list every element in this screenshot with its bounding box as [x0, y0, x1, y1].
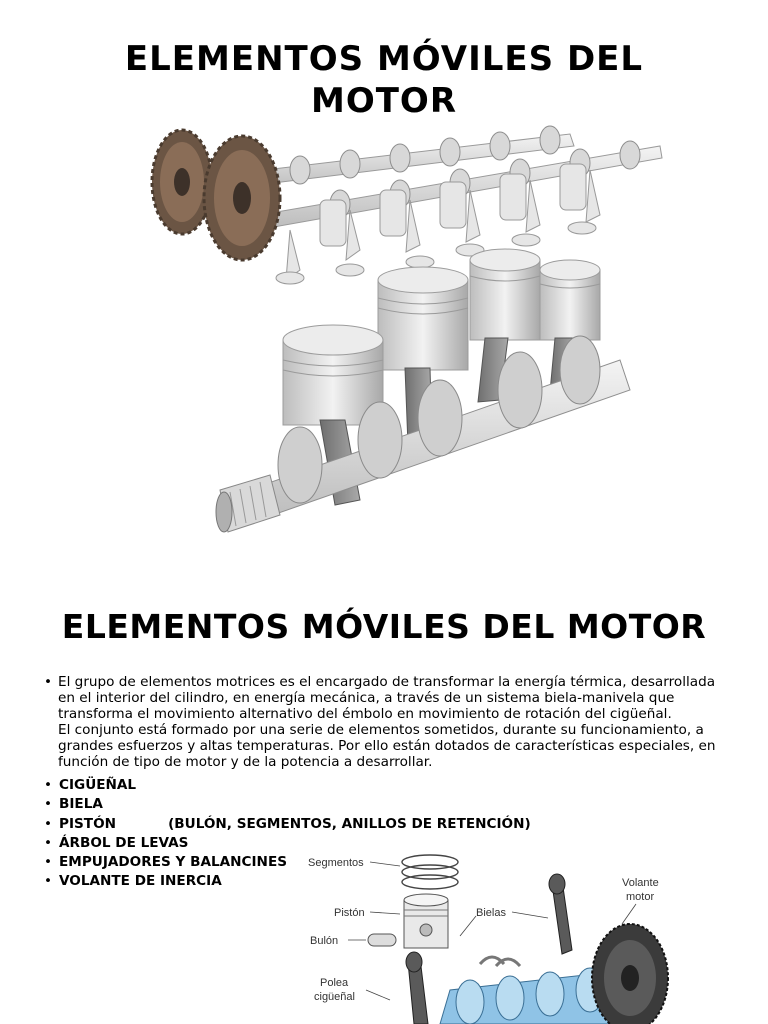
label-volante-2: motor	[626, 891, 655, 903]
diagram-piston	[404, 894, 448, 948]
bullet: •	[44, 674, 53, 690]
label-bielas: Bielas	[476, 907, 506, 919]
intro-paragraph	[44, 674, 724, 770]
slide1-title: ELEMENTOS MÓVILES DEL MOTOR	[124, 39, 644, 121]
label-bulon: Bulón	[310, 935, 339, 947]
label-piston: Pistón	[334, 907, 365, 919]
list-item: • EMPUJADORES Y BALANCINES	[44, 854, 288, 871]
list-item: • ÁRBOL DE LEVAS	[44, 834, 189, 851]
label-polea-1: Polea	[320, 977, 349, 989]
list-item: • BIELA	[44, 796, 103, 813]
bearing-shells	[480, 957, 520, 966]
label-volante-1: Volante	[622, 877, 659, 889]
engine-moving-parts-illustration	[150, 120, 670, 550]
diagram-wrist-pin	[368, 934, 396, 946]
diagram-flywheel	[592, 924, 668, 1024]
list-item: • CIGÜEÑAL	[44, 777, 137, 793]
list-item: • VOLANTE DE INERCIA	[44, 873, 222, 890]
cam-gear	[152, 130, 280, 260]
slide2-title: ELEMENTOS MÓVILES DEL MOTOR	[61, 607, 707, 646]
engine-parts-diagram	[300, 840, 768, 1024]
label-polea-2: cigüeñal	[314, 991, 355, 1003]
intro-paragraph-text: El grupo de elementos motrices es el encargado de transformar la energía térmica, desarrollada en el interior del cilindro, en energía mecánica, a través de un sistema biela-manivela que transforma el movimiento alternativo del émbolo en movimiento de rotación del cigüeñal. El conjunto está formado por una serie de elementos sometidos, durante su funcionamiento, a grandes esfuerzos y altas temperaturas. Por ello están dotados de características especiales, en función de tipo de motor y de la potencia a desarrollar.	[58, 674, 716, 770]
piston-rings	[402, 855, 458, 889]
label-segmentos: Segmentos	[308, 857, 364, 869]
list-item: • PISTÓN (BULÓN, SEGMENTOS, ANILLOS DE RETENCIÓN)	[44, 815, 531, 832]
